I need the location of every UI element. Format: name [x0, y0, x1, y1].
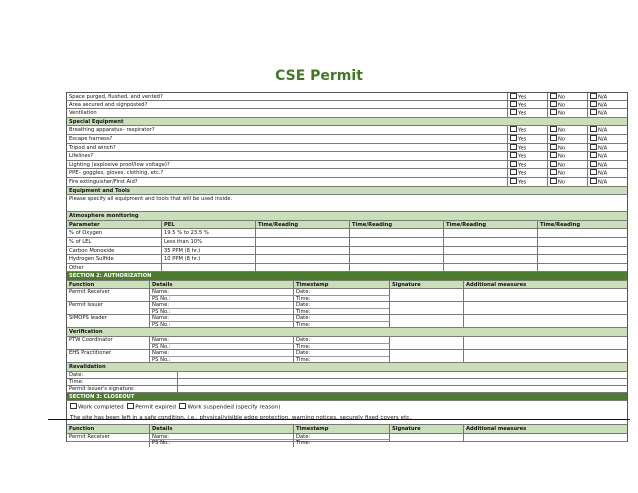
reading-cell[interactable]: [255, 229, 349, 237]
check-row-ppe: [66, 169, 628, 178]
check-row-fire: [66, 178, 628, 187]
no-label: No: [558, 179, 566, 186]
additional-measures-field[interactable]: [463, 337, 629, 349]
na-label: N/A: [598, 127, 608, 134]
yes-label: Yes: [518, 110, 527, 117]
reading-cell[interactable]: [349, 238, 443, 246]
yes-label: Yes: [518, 145, 527, 152]
check-row-ventilation: [66, 109, 628, 118]
work-suspended-checkbox[interactable]: [179, 403, 186, 409]
reval-label: Time:: [69, 378, 84, 385]
date-field[interactable]: Date:: [293, 350, 389, 357]
checkbox[interactable]: [590, 135, 597, 141]
parameter-cell: % of LEL: [69, 238, 92, 245]
parameter-cell: % of Oxygen: [69, 230, 103, 237]
check-row-lifelines: [66, 152, 628, 161]
additional-measures-field[interactable]: [463, 289, 629, 301]
date-field[interactable]: Date:: [293, 315, 389, 322]
name-field[interactable]: Name:: [149, 302, 293, 309]
section-heading: Revalidation: [69, 364, 106, 371]
time-field[interactable]: Time:: [293, 440, 389, 447]
check-row-harness: [66, 135, 628, 144]
checkbox[interactable]: [510, 109, 517, 115]
reval-signature-row: [66, 386, 628, 393]
check-question: Lifelines?: [69, 153, 94, 160]
yes-label: Yes: [518, 127, 527, 134]
section-heading: Atmosphere monitoring: [69, 213, 139, 220]
reading-cell[interactable]: [537, 255, 629, 263]
checkbox[interactable]: [550, 109, 557, 115]
function-label: EHS Practitioner: [69, 350, 112, 357]
no-label: No: [558, 136, 566, 143]
parameter-cell: Other: [69, 264, 84, 271]
no-label: No: [558, 110, 566, 117]
reading-cell[interactable]: [255, 238, 349, 246]
date-field[interactable]: Date:: [293, 302, 389, 309]
section-title: SECTION 2: AUTHORIZATION: [69, 273, 152, 280]
closeout-header-row: [66, 425, 628, 434]
check-question: PPE– goggles, gloves, clothing, etc.?: [69, 170, 164, 177]
column-header: Time/Reading: [255, 221, 349, 229]
no-label: No: [558, 127, 566, 134]
checkbox[interactable]: [590, 126, 597, 132]
column-header: Parameter: [69, 221, 100, 228]
no-label: No: [558, 102, 566, 109]
reading-cell[interactable]: [537, 229, 629, 237]
column-header: Time/Reading: [349, 221, 443, 229]
reading-cell[interactable]: [255, 264, 349, 272]
additional-measures-field[interactable]: [463, 302, 629, 314]
additional-measures-field[interactable]: [463, 350, 629, 362]
checkbox[interactable]: [590, 93, 597, 99]
column-header: Timestamp: [293, 425, 389, 433]
additional-measures-field[interactable]: [463, 315, 629, 327]
column-header: Signature: [389, 425, 463, 433]
na-label: N/A: [598, 110, 608, 117]
check-row-purged: [66, 92, 628, 101]
reading-cell[interactable]: [537, 247, 629, 255]
atmosphere-header-row: [66, 221, 628, 230]
reval-date-field[interactable]: [177, 372, 629, 378]
closeout-options: [70, 403, 280, 411]
option-label: Permit expired: [135, 404, 176, 411]
pel-cell: 35 PPM (8 hr.): [161, 247, 255, 255]
checkbox[interactable]: [590, 152, 597, 158]
na-label: N/A: [598, 153, 608, 160]
function-label: Permit Receiver: [69, 289, 110, 296]
option-label: Work completed: [78, 404, 124, 411]
page-cut-line: [48, 419, 630, 420]
no-label: No: [558, 170, 566, 177]
reading-cell[interactable]: [349, 255, 443, 263]
checkbox[interactable]: [550, 135, 557, 141]
closeout-statement: The site has been left in a safe condition, i.e., physical/visible edge protection, warning notices, securely fixed covers etc.: [70, 415, 412, 422]
reading-cell[interactable]: [349, 264, 443, 272]
no-label: No: [558, 162, 566, 169]
name-field[interactable]: Name:: [149, 434, 293, 441]
verify-row-ptw-coordinator: [66, 337, 628, 350]
reading-cell[interactable]: [255, 255, 349, 263]
signature-field[interactable]: [389, 337, 463, 349]
ps-no-field[interactable]: PS No.:: [149, 309, 293, 316]
reading-cell[interactable]: [443, 255, 537, 263]
checkbox[interactable]: [590, 178, 597, 184]
reval-date-row: [66, 372, 628, 379]
atmosphere-row: [66, 229, 628, 238]
na-label: N/A: [598, 94, 608, 101]
verify-row-ehs-practitioner: [66, 350, 628, 363]
checkbox[interactable]: [590, 109, 597, 115]
section2-title: [66, 272, 628, 281]
ps-no-field[interactable]: PS No.:: [149, 357, 293, 364]
reading-cell[interactable]: [443, 264, 537, 272]
pel-cell[interactable]: [161, 264, 255, 272]
reading-cell[interactable]: [443, 247, 537, 255]
check-question: Escape harness?: [69, 135, 113, 142]
checkbox[interactable]: [510, 135, 517, 141]
checkbox[interactable]: [510, 126, 517, 132]
section3-title: [66, 393, 628, 402]
option-label: Work suspended (specify reason): [187, 404, 281, 411]
reval-label: Permit issuer's signature:: [69, 385, 135, 392]
yes-label: Yes: [518, 102, 527, 109]
yes-label: Yes: [518, 179, 527, 186]
function-label: Permit Receiver: [69, 433, 110, 440]
parameter-cell: Carbon Monoxide: [69, 247, 115, 254]
signature-field[interactable]: [389, 289, 463, 301]
column-header: Timestamp: [293, 281, 389, 289]
auth-row-simops-leader: [66, 315, 628, 328]
time-field[interactable]: Time:: [293, 344, 389, 351]
yes-label: Yes: [518, 94, 527, 101]
column-header: Time/Reading: [537, 221, 629, 229]
column-header: Additional measures: [463, 425, 629, 433]
signature-field[interactable]: [389, 302, 463, 314]
function-label: SIMOPS leader: [69, 315, 107, 322]
checkbox[interactable]: [550, 178, 557, 184]
no-label: No: [558, 145, 566, 152]
checkbox[interactable]: [510, 144, 517, 150]
name-field[interactable]: Name:: [149, 350, 293, 357]
signature-field[interactable]: [389, 315, 463, 327]
checkbox[interactable]: [510, 178, 517, 184]
section-heading: Equipment and Tools: [69, 187, 130, 194]
signature-field[interactable]: [389, 434, 463, 441]
permit-title: CSE Permit: [275, 68, 363, 84]
checkbox[interactable]: [590, 169, 597, 175]
column-header: Details: [149, 425, 293, 433]
check-question: Fire extinguisher/First Aid?: [69, 178, 138, 185]
additional-measures-field[interactable]: [463, 434, 629, 441]
checkbox[interactable]: [550, 101, 557, 107]
check-question: Area secured and signposted?: [69, 101, 148, 108]
checkbox[interactable]: [550, 126, 557, 132]
name-field[interactable]: Name:: [149, 289, 293, 296]
pel-cell: 10 PPM (8 hr.): [161, 255, 255, 263]
section-title: SECTION 3: CLOSEOUT: [69, 393, 135, 400]
reading-cell[interactable]: [443, 238, 537, 246]
no-label: No: [558, 94, 566, 101]
checkbox[interactable]: [590, 144, 597, 150]
na-label: N/A: [598, 179, 608, 186]
na-label: N/A: [598, 102, 608, 109]
column-header: Additional measures: [463, 281, 629, 289]
yes-label: Yes: [518, 170, 527, 177]
auth-header-row: [66, 281, 628, 290]
signature-field[interactable]: [389, 350, 463, 362]
ps-no-field[interactable]: PS No.:: [149, 322, 293, 329]
auth-row-permit-receiver: [66, 289, 628, 302]
equipment-note-row[interactable]: [66, 195, 628, 212]
date-field[interactable]: Date:: [293, 289, 389, 296]
reval-time-row: [66, 379, 628, 386]
checkbox[interactable]: [510, 152, 517, 158]
section-heading: Special Equipment: [69, 118, 124, 125]
revalidation-heading: [66, 363, 628, 372]
check-row-tripod: [66, 144, 628, 153]
na-label: N/A: [598, 136, 608, 143]
name-field[interactable]: Name:: [149, 337, 293, 344]
reval-time-field[interactable]: [177, 379, 629, 385]
na-label: N/A: [598, 145, 608, 152]
column-header: PEL: [161, 221, 255, 229]
time-field[interactable]: Time:: [293, 296, 389, 303]
ps-no-field[interactable]: PS No.:: [149, 296, 293, 303]
atmosphere-row: [66, 264, 628, 273]
check-question: Space purged, flushed, and vented?: [69, 94, 163, 100]
checkbox[interactable]: [510, 169, 517, 175]
date-field[interactable]: Date:: [293, 434, 389, 441]
reval-signature-field[interactable]: [177, 386, 629, 392]
name-field[interactable]: Name:: [149, 315, 293, 322]
atmosphere-row: [66, 255, 628, 264]
yes-label: Yes: [518, 162, 527, 169]
reading-cell[interactable]: [349, 229, 443, 237]
checkbox[interactable]: [550, 161, 557, 167]
no-label: No: [558, 153, 566, 160]
reading-cell[interactable]: [537, 264, 629, 272]
check-question: Ventilation: [69, 110, 97, 117]
reading-cell[interactable]: [349, 247, 443, 255]
equipment-note: Please specify all equipment and tools that will be used inside.: [69, 196, 233, 203]
reading-cell[interactable]: [255, 247, 349, 255]
checkbox[interactable]: [590, 161, 597, 167]
checkbox[interactable]: [550, 169, 557, 175]
checkbox[interactable]: [510, 93, 517, 99]
na-label: N/A: [598, 162, 608, 169]
closeout-block: [66, 401, 628, 425]
date-field[interactable]: Date:: [293, 337, 389, 344]
ps-no-field[interactable]: PS No.:: [149, 344, 293, 351]
function-label: Permit Issuer: [69, 302, 103, 309]
checkbox[interactable]: [510, 101, 517, 107]
na-label: N/A: [598, 170, 608, 177]
checkbox[interactable]: [550, 93, 557, 99]
checkbox[interactable]: [550, 144, 557, 150]
checkbox[interactable]: [590, 101, 597, 107]
column-header: Signature: [389, 281, 463, 289]
permit-expired-checkbox[interactable]: [127, 403, 134, 409]
yes-label: Yes: [518, 136, 527, 143]
checkbox[interactable]: [510, 161, 517, 167]
checkbox[interactable]: [550, 152, 557, 158]
reading-cell[interactable]: [443, 229, 537, 237]
auth-row-permit-issuer: [66, 302, 628, 315]
section-heading: Verification: [69, 329, 103, 336]
parameter-cell: Hydrogen Sulfide: [69, 256, 114, 263]
atmosphere-row: [66, 247, 628, 256]
column-header: Details: [149, 281, 293, 289]
pel-cell: 19.5 % to 23.5 %: [161, 229, 255, 237]
check-row-breathing: [66, 126, 628, 135]
check-question: Breathing apparatus– respirator?: [69, 127, 155, 134]
equipment-tools-heading: [66, 187, 628, 196]
column-header: Function: [69, 281, 95, 288]
function-label: PTW Coordinator: [69, 337, 113, 344]
yes-label: Yes: [518, 153, 527, 160]
time-field[interactable]: Time:: [293, 322, 389, 329]
closeout-row-permit-receiver: [66, 433, 628, 447]
atmosphere-row: [66, 238, 628, 247]
reval-label: Date:: [69, 371, 84, 378]
verification-heading: [66, 328, 628, 337]
column-header: Time/Reading: [443, 221, 537, 229]
check-question: Lighting (explosive proof/low voltage)?: [69, 161, 170, 168]
column-header: Function: [69, 426, 95, 433]
atmosphere-heading: [66, 212, 628, 221]
special-equipment-heading: [66, 118, 628, 127]
work-completed-checkbox[interactable]: [70, 403, 77, 409]
pel-cell: Less than 10%: [161, 238, 255, 246]
check-question: Tripod and winch?: [69, 144, 116, 151]
check-row-secured: [66, 101, 628, 110]
ps-no-field[interactable]: PS No.:: [149, 440, 293, 447]
time-field[interactable]: Time:: [293, 309, 389, 316]
time-field[interactable]: Time:: [293, 357, 389, 364]
reading-cell[interactable]: [537, 238, 629, 246]
permit-form: [66, 92, 628, 447]
check-row-lighting: [66, 161, 628, 170]
